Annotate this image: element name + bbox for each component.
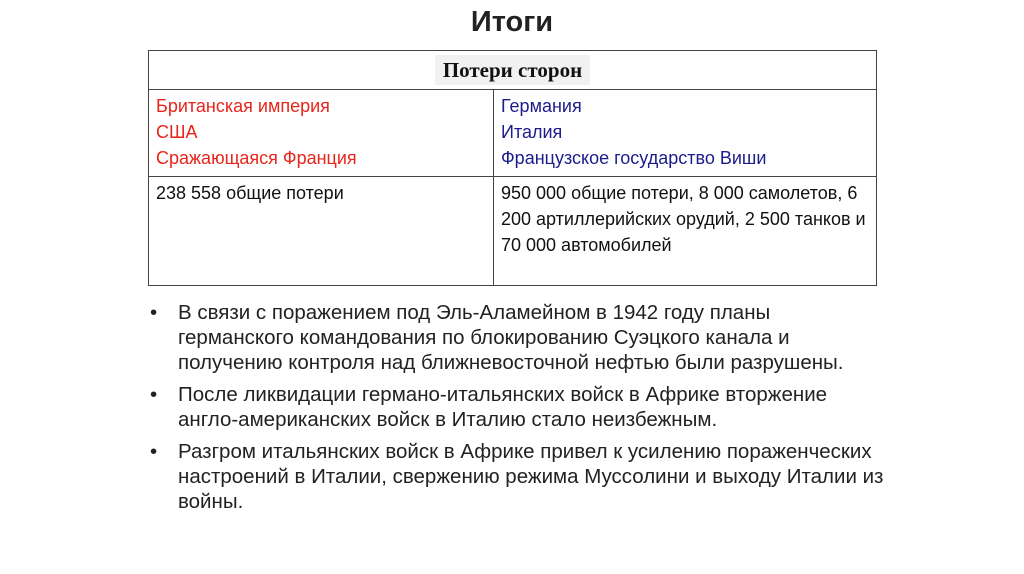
table-row-losses — [149, 177, 877, 286]
axis-item: Французское государство Виши — [501, 148, 767, 168]
axis-losses: 950 000 общие потери, 8 000 самолетов, 6 200 артиллерийских орудий, 2 500 танков и 70 000 автомобилей — [494, 177, 877, 286]
allies-item: США — [156, 122, 198, 142]
bullet-icon: • — [150, 301, 158, 324]
bullet-text: Разгром итальянских войск в Африке привел к усилению пораженческих настроений в Италии, свержению режима Муссолини и выходу Италии из войны. — [178, 440, 884, 513]
axis-item: Германия — [501, 96, 582, 116]
allies-item: Сражающаяся Франция — [156, 148, 357, 168]
axis-cell — [494, 90, 877, 177]
allies-losses: 238 558 общие потери — [149, 177, 494, 286]
losses-table — [148, 50, 877, 286]
allies-item: Британская империя — [156, 96, 330, 116]
slide-title: Итоги — [470, 6, 554, 38]
list-item — [148, 382, 888, 432]
bullet-icon: • — [150, 440, 158, 463]
table-header: Потери сторон — [435, 55, 590, 85]
bullet-icon: • — [150, 383, 158, 406]
table-row-sides — [149, 90, 877, 177]
axis-item: Италия — [501, 122, 563, 142]
list-item — [148, 439, 888, 514]
bullet-text: В связи с поражением под Эль-Аламейном в 1942 году планы германского командования по блокированию Суэцкого канала и получению контроля над ближневосточной нефтью были разрушены. — [178, 301, 844, 374]
allies-cell — [149, 90, 494, 177]
bullet-list — [148, 300, 888, 521]
table-header-row — [149, 51, 877, 90]
list-item — [148, 300, 888, 375]
bullet-text: После ликвидации германо-итальянских войск в Африке вторжение англо-американских войск в Италию стало неизбежным. — [178, 383, 828, 431]
